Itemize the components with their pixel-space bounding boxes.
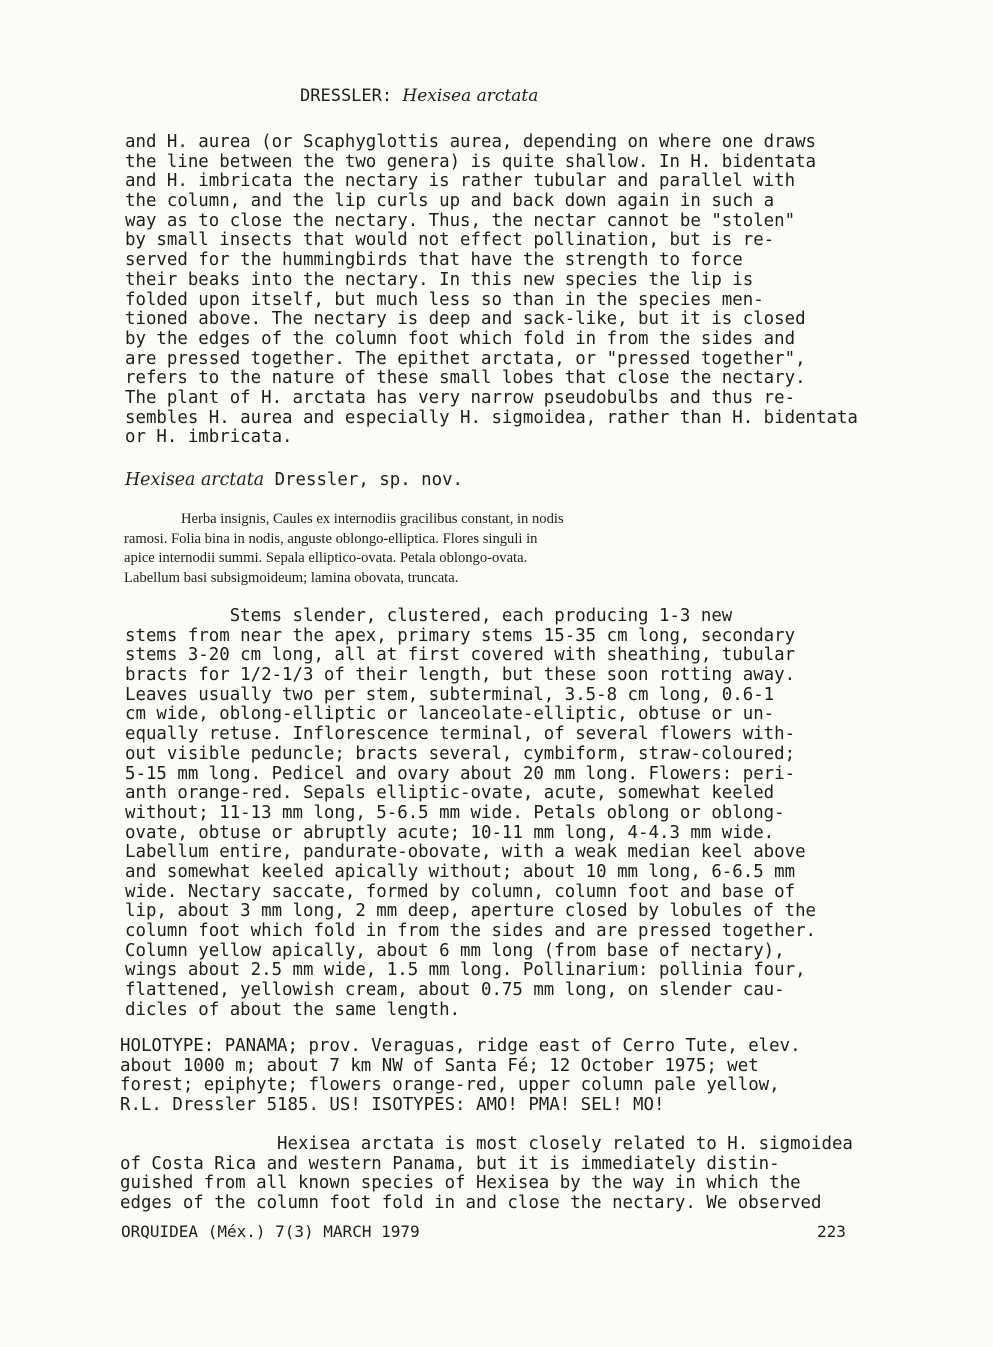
text-line: ovate, obtuse or abruptly acute; 10-11 mm long, 4-4.3 mm wide. bbox=[125, 822, 775, 843]
text-line: by small insects that would not effect pollination, but is re- bbox=[125, 230, 775, 251]
text-line: and somewhat keeled apically without; about 10 mm long, 6-6.5 mm bbox=[125, 861, 796, 882]
text-line: The plant of H. arctata has very narrow pseudobulbs and thus re- bbox=[125, 387, 796, 408]
text-line: apice internodii summi. Sepala elliptico-ovata. Petala oblongo-ovata. bbox=[124, 550, 528, 566]
text-line: Column yellow apically, about 6 mm long (from base of nectary), bbox=[125, 940, 785, 961]
text-line: or H. imbricata. bbox=[125, 427, 293, 448]
text-line: the column, and the lip curls up and back down again in such a bbox=[125, 191, 775, 212]
text-line: forest; epiphyte; flowers orange-red, upper column pale yellow, bbox=[120, 1075, 780, 1096]
text-line: lip, about 3 mm long, 2 mm deep, aperture closed by lobules of the bbox=[125, 901, 817, 922]
text-line: Labellum entire, pandurate-obovate, with a weak median keel above bbox=[125, 842, 806, 863]
text-line: sembles H. aurea and especially H. sigmoidea, rather than H. bidentata bbox=[125, 407, 858, 428]
intro-paragraph bbox=[125, 133, 895, 448]
text-line: 5-15 mm long. Pedicel and ovary about 20 mm long. Flowers: peri- bbox=[125, 763, 796, 784]
text-line: out visible peduncle; bracts several, cymbiform, straw-coloured; bbox=[125, 743, 796, 764]
text-line: stems from near the apex, primary stems 15-35 cm long, secondary bbox=[125, 625, 796, 646]
text-line: Leaves usually two per stem, subterminal, 3.5-8 cm long, 0.6-1 bbox=[125, 684, 775, 705]
text-line: ramosi. Folia bina in nodis, anguste oblongo-elliptica. Flores singuli in bbox=[124, 530, 538, 547]
header-species: Hexisea arctata bbox=[402, 86, 539, 106]
header-author: DRESSLER: bbox=[300, 86, 393, 106]
text-line: the line between the two genera) is quite shallow. In H. bidentata bbox=[125, 151, 817, 172]
text-line: Labellum basi subsigmoideum; lamina obovata, truncata. bbox=[124, 569, 459, 586]
species-heading bbox=[125, 470, 463, 490]
running-header bbox=[300, 86, 538, 106]
text-line: folded upon itself, but much less so than in the species men- bbox=[125, 289, 764, 310]
text-line: tioned above. The nectary is deep and sack-like, but it is closed bbox=[125, 309, 806, 330]
text-line: refers to the nature of these small lobes that close the nectary. bbox=[125, 368, 806, 389]
species-heading-name: Hexisea arctata bbox=[125, 470, 265, 490]
text-line: cm wide, oblong-elliptic or lanceolate-elliptic, obtuse or un- bbox=[125, 704, 775, 725]
text-line: guished from all known species of Hexisea by the way in which the bbox=[120, 1173, 801, 1194]
journal-citation: ORQUIDEA (Méx.) 7(3) MARCH 1979 bbox=[121, 1222, 420, 1241]
species-description bbox=[125, 607, 895, 1020]
text-line: wings about 2.5 mm wide, 1.5 mm long. Pollinarium: pollinia four, bbox=[125, 960, 806, 981]
page-number: 223 bbox=[817, 1222, 846, 1241]
holotype-citation bbox=[120, 1037, 890, 1116]
text-line: and H. aurea (or Scaphyglottis aurea, depending on where one draws bbox=[125, 132, 817, 152]
text-line: Herba insignis, Caules ex internodiis gracilibus constant, in nodis bbox=[181, 511, 564, 527]
text-line: Stems slender, clustered, each producing 1-3 new bbox=[125, 606, 733, 626]
text-line: column foot which fold in from the sides and are pressed together. bbox=[125, 921, 817, 941]
species-heading-rest: Dressler, sp. nov. bbox=[274, 470, 464, 490]
text-line: HOLOTYPE: PANAMA; prov. Veraguas, ridge east of Cerro Tute, elev. bbox=[120, 1036, 801, 1056]
text-line: stems 3-20 cm long, all at first covered with sheathing, tubular bbox=[125, 645, 796, 666]
text-line: Hexisea arctata is most closely related to H. sigmoidea bbox=[120, 1134, 853, 1154]
text-line: dicles of about the same length. bbox=[125, 999, 461, 1020]
text-line: equally retuse. Inflorescence terminal, of several flowers with- bbox=[125, 724, 796, 745]
text-line: R.L. Dressler 5185. US! ISOTYPES: AMO! PMA! SEL! MO! bbox=[120, 1095, 665, 1116]
text-line: edges of the column foot fold in and close the nectary. We observed bbox=[120, 1193, 822, 1214]
text-line: way as to close the nectary. Thus, the nectar cannot be "stolen" bbox=[125, 210, 796, 231]
text-line: served for the hummingbirds that have the strength to force bbox=[125, 250, 743, 271]
text-line: anth orange-red. Sepals elliptic-ovate, acute, somewhat keeled bbox=[125, 783, 775, 804]
text-line: bracts for 1/2-1/3 of their length, but these soon rotting away. bbox=[125, 665, 796, 686]
closing-paragraph bbox=[120, 1135, 890, 1214]
latin-diagnosis bbox=[124, 510, 881, 588]
text-line: by the edges of the column foot which fold in from the sides and bbox=[125, 328, 796, 349]
text-line: of Costa Rica and western Panama, but it is immediately distin- bbox=[120, 1153, 780, 1174]
text-line: their beaks into the nectary. In this new species the lip is bbox=[125, 269, 754, 290]
text-line: about 1000 m; about 7 km NW of Santa Fé; 12 October 1975; wet bbox=[120, 1055, 759, 1076]
text-line: flattened, yellowish cream, about 0.75 mm long, on slender cau- bbox=[125, 980, 785, 1001]
text-line: without; 11-13 mm long, 5-6.5 mm wide. Petals oblong or oblong- bbox=[125, 802, 785, 823]
text-line: are pressed together. The epithet arctata, or "pressed together", bbox=[125, 348, 806, 369]
text-line: and H. imbricata the nectary is rather tubular and parallel with bbox=[125, 171, 796, 192]
text-line: wide. Nectary saccate, formed by column, column foot and base of bbox=[125, 881, 796, 902]
